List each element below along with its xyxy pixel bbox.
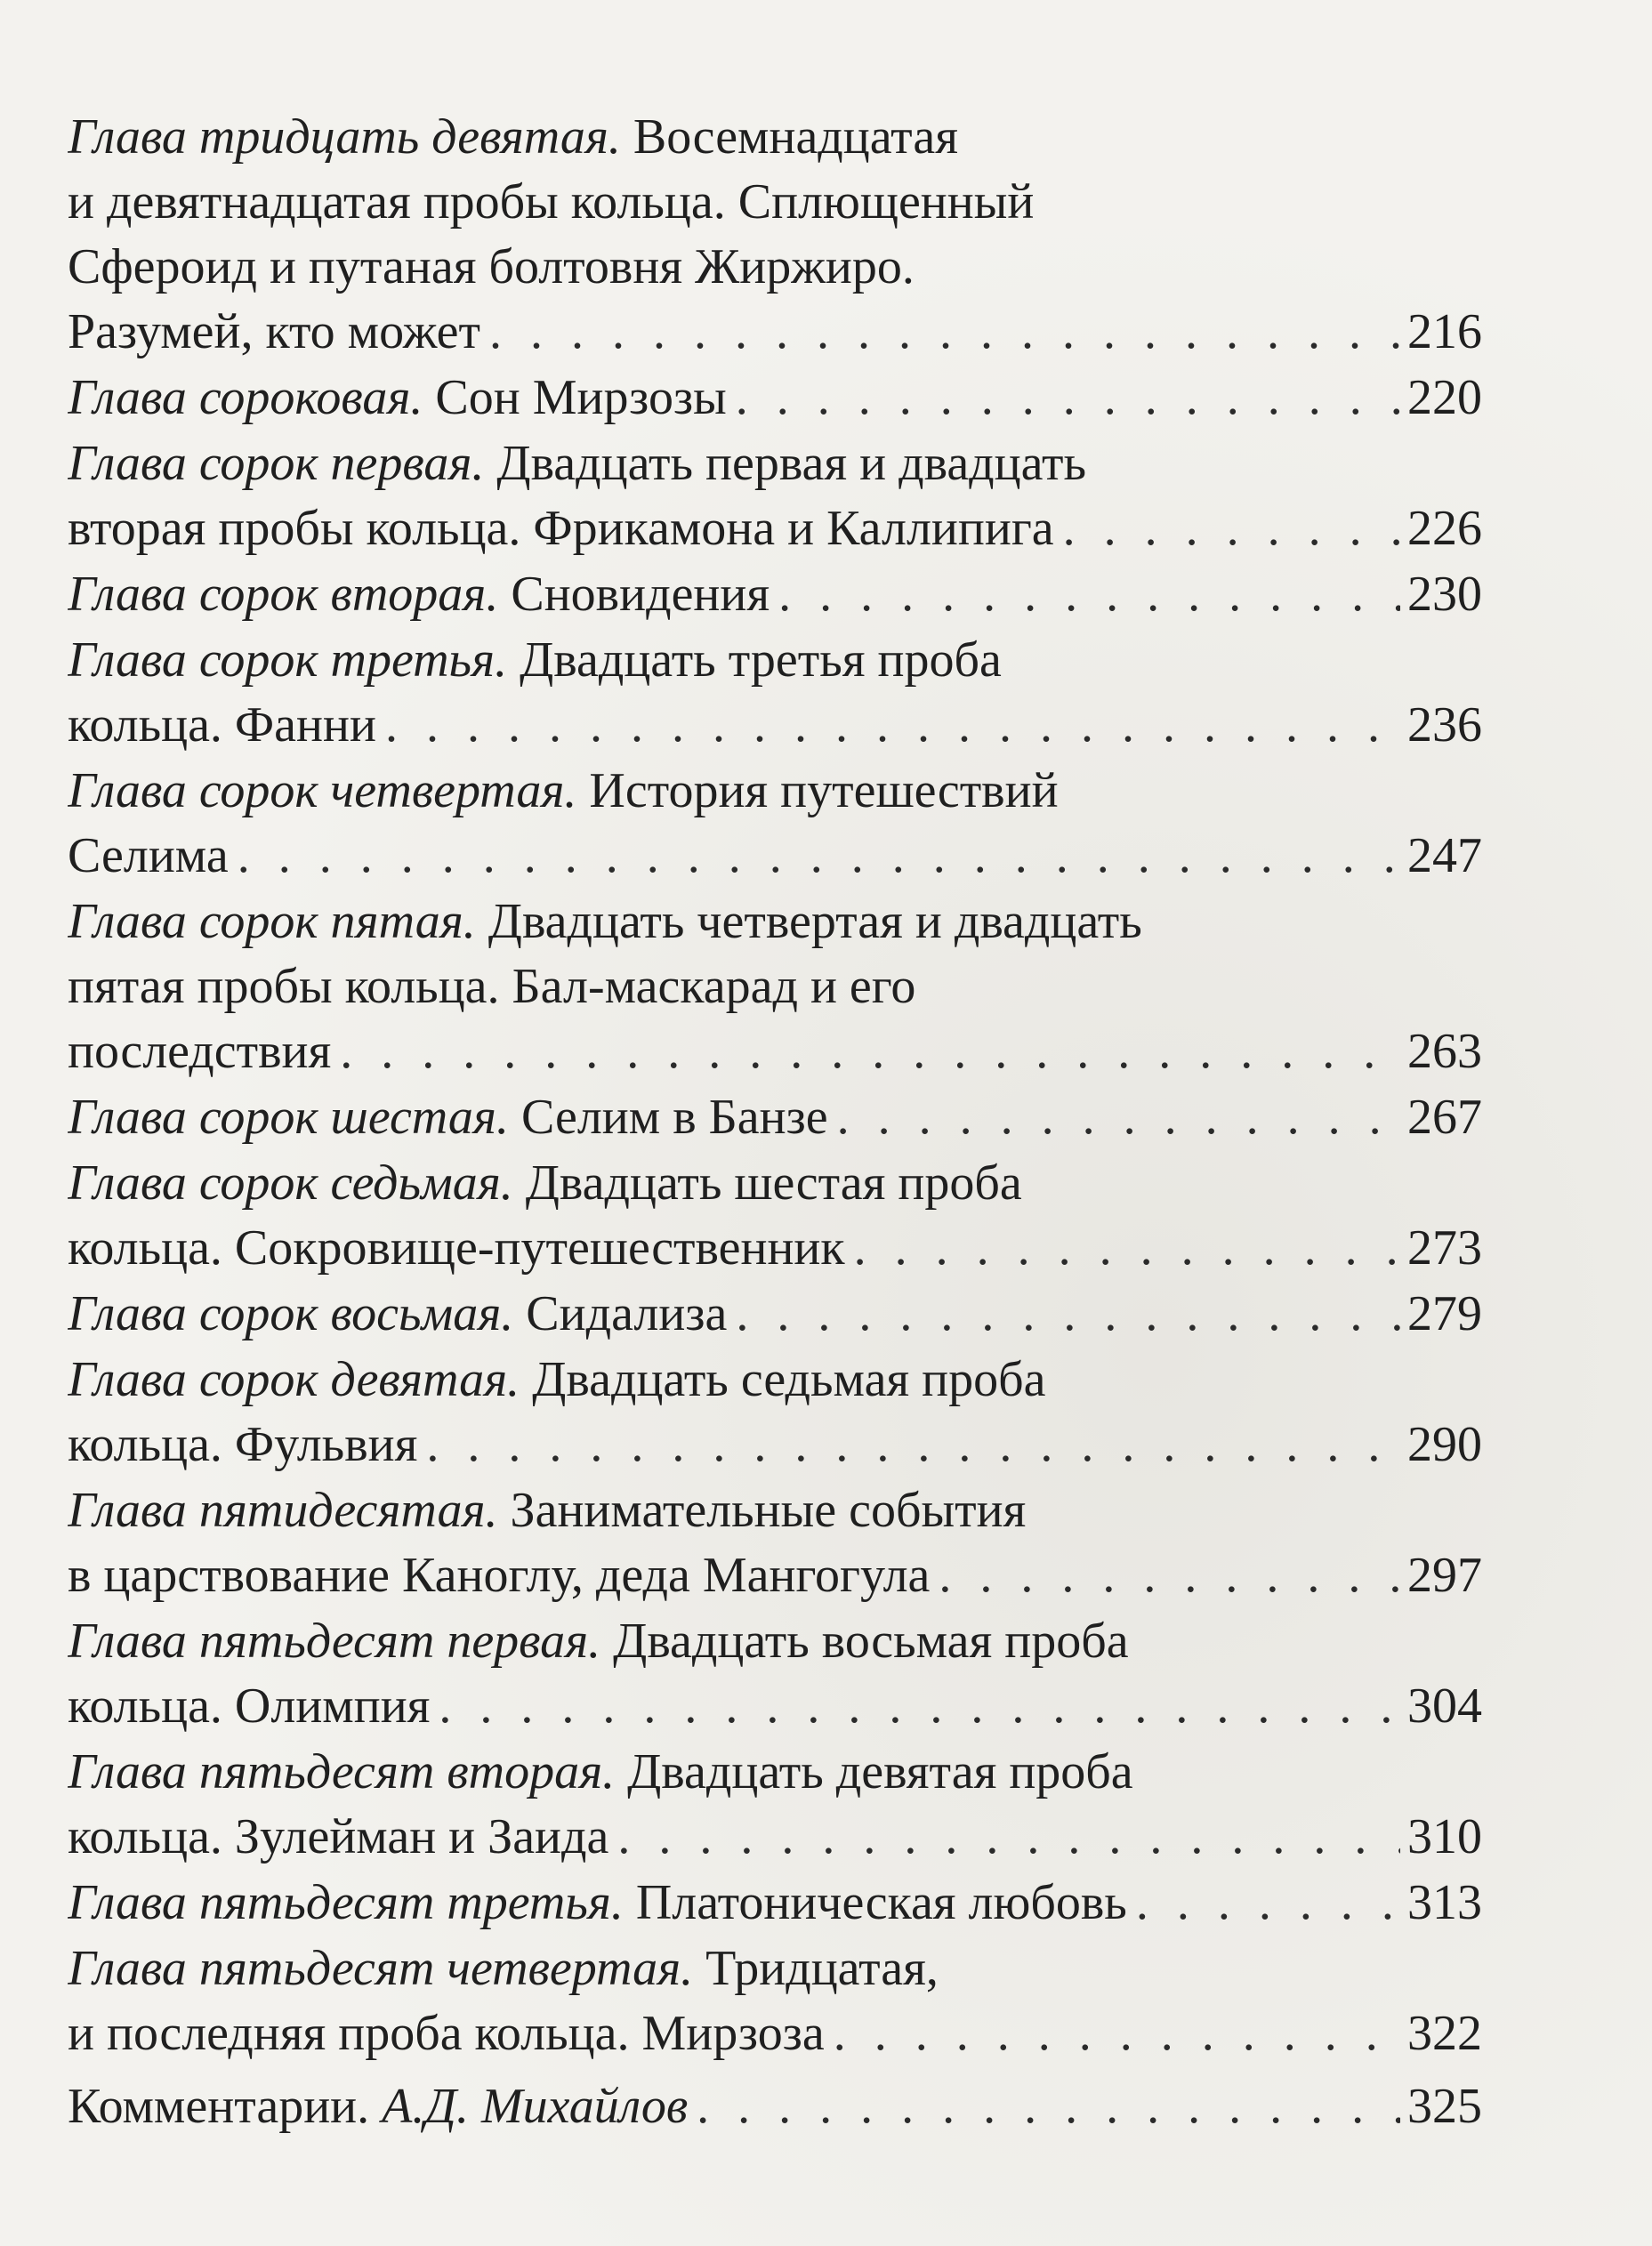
toc-entry-line	[68, 170, 1482, 235]
chapter-title-text: Двадцать третья проба	[520, 632, 1002, 688]
chapter-label: Глава пятьдесят четвертая.	[68, 1941, 694, 1996]
toc-entry-last-line	[68, 300, 1482, 365]
chapter-title-text: вторая пробы кольца. Фрикамона и Каллипига	[68, 501, 1054, 556]
toc-entry	[68, 1151, 1482, 1281]
chapter-label: Глава сорок шестая.	[68, 1090, 509, 1145]
dot-leader	[426, 1413, 1400, 1477]
page-number: 273	[1407, 1220, 1482, 1276]
toc-entry-last-line	[68, 1413, 1482, 1477]
toc-entry-last-line	[68, 1085, 1482, 1150]
page-number: 310	[1407, 1809, 1482, 1864]
chapter-title-text: Двадцать восьмая проба	[613, 1614, 1129, 1669]
chapter-title-text: Селима	[68, 828, 229, 883]
chapter-label: Глава пятьдесят третья.	[68, 1875, 624, 1930]
toc-entry	[68, 890, 1482, 1084]
page-number: 279	[1407, 1286, 1482, 1341]
chapter-title-text: кольца. Фанни	[68, 697, 376, 753]
toc-entry-last-line	[68, 1674, 1482, 1739]
toc-entry	[68, 1740, 1482, 1870]
commentary-author: А.Д. Михайлов	[382, 2079, 689, 2134]
toc-entry-last-line	[68, 1871, 1482, 1936]
page-number: 216	[1407, 304, 1482, 359]
table-of-contents	[68, 105, 1482, 2140]
toc-entry-last-line	[68, 1543, 1482, 1608]
toc-entry-last-line	[68, 496, 1482, 561]
dot-leader	[854, 1216, 1400, 1281]
chapter-title-text: Сфероид и путаная болтовня Жиржиро.	[68, 239, 915, 294]
chapter-title-text: Занимательные события	[510, 1483, 1027, 1538]
dot-leader	[837, 1085, 1400, 1150]
dot-leader	[439, 1674, 1400, 1739]
chapter-label: Глава сороковая.	[68, 370, 423, 425]
page-number: 247	[1407, 828, 1482, 883]
chapter-label: Глава сорок первая.	[68, 436, 485, 491]
toc-entry	[68, 1871, 1482, 1936]
toc-entry	[68, 105, 1482, 365]
chapter-label: Глава сорок пятая.	[68, 894, 476, 949]
toc-entry-line	[68, 759, 1482, 824]
toc-entry	[68, 1085, 1482, 1150]
chapter-label: Глава пятьдесят первая.	[68, 1614, 601, 1669]
toc-entry-line	[68, 1740, 1482, 1805]
chapter-title-text: последствия	[68, 1024, 332, 1079]
toc-entry-line	[68, 890, 1482, 954]
toc-entry	[68, 1609, 1482, 1739]
toc-entry-last-line	[68, 562, 1482, 627]
chapter-label: Глава пятидесятая.	[68, 1483, 498, 1538]
chapter-title-text: Сидализа	[526, 1286, 728, 1341]
chapter-label: Глава тридцать девятая.	[68, 109, 621, 165]
toc-entry-last-line	[68, 1805, 1482, 1870]
dot-leader	[939, 1543, 1400, 1608]
page-number: 226	[1407, 501, 1482, 556]
dot-leader	[778, 562, 1400, 627]
toc-entry-line	[68, 628, 1482, 693]
toc-entry-last-line	[68, 824, 1482, 889]
toc-entry-last-line	[68, 1282, 1482, 1347]
toc-entry	[68, 759, 1482, 889]
page-number: 220	[1407, 370, 1482, 425]
toc-entry-last-line	[68, 1216, 1482, 1281]
dot-leader	[834, 2001, 1400, 2066]
toc-entry-line	[68, 1936, 1482, 2001]
toc-entry	[68, 628, 1482, 758]
toc-entry	[68, 1478, 1482, 1608]
chapter-title-text: кольца. Олимпия	[68, 1678, 431, 1734]
dot-leader	[736, 1282, 1400, 1347]
chapter-label: Глава сорок девятая.	[68, 1352, 520, 1407]
chapter-label: Глава сорок вторая.	[68, 567, 499, 622]
toc-entry-line	[68, 954, 1482, 1019]
chapter-title-text: Двадцать четвертая и двадцать	[488, 894, 1142, 949]
chapter-title-text: Восемнадцатая	[633, 109, 958, 165]
dot-leader	[1063, 496, 1400, 561]
toc-entry	[68, 366, 1482, 431]
chapter-title-text: Двадцать девятая проба	[627, 1744, 1133, 1799]
page-number: 304	[1407, 1678, 1482, 1734]
chapter-title-text: и девятнадцатая пробы кольца. Сплющенный	[68, 174, 1035, 229]
chapter-label: Глава сорок восьмая.	[68, 1286, 514, 1341]
page-number: 325	[1407, 2079, 1482, 2134]
toc-entry-commentary	[68, 2074, 1482, 2139]
toc-entry-line	[68, 1348, 1482, 1413]
toc-entry-line	[68, 1609, 1482, 1674]
toc-entry-last-line	[68, 693, 1482, 758]
chapter-title-text: Двадцать шестая проба	[525, 1155, 1022, 1211]
chapter-title-text: Разумей, кто может	[68, 304, 480, 359]
page-number: 313	[1407, 1875, 1482, 1930]
page-number: 230	[1407, 567, 1482, 622]
commentary-label: Комментарии.	[68, 2079, 370, 2134]
toc-entry-line	[68, 1151, 1482, 1216]
page-number: 267	[1407, 1090, 1482, 1145]
toc-entry-line	[68, 431, 1482, 496]
chapter-title-text: в царствование Каноглу, деда Мангогула	[68, 1548, 931, 1603]
chapter-label: Глава сорок четвертая.	[68, 763, 577, 818]
toc-entry-last-line	[68, 1019, 1482, 1084]
dot-leader	[1136, 1871, 1400, 1936]
chapter-title-text: кольца. Зулейман и Заида	[68, 1809, 609, 1864]
chapter-title-text: и последняя проба кольца. Мирзоза	[68, 2006, 825, 2061]
chapter-title-text: Селим в Банзе	[520, 1090, 828, 1145]
page-number: 236	[1407, 697, 1482, 753]
toc-entry	[68, 1936, 1482, 2066]
chapter-title-text: Тридцатая,	[705, 1941, 939, 1996]
page-number: 297	[1407, 1548, 1482, 1603]
chapter-title-text: Двадцать первая и двадцать	[496, 436, 1087, 491]
chapter-title-text: Сновидения	[511, 567, 770, 622]
page-number: 322	[1407, 2006, 1482, 2061]
chapter-label: Глава пятьдесят вторая.	[68, 1744, 616, 1799]
toc-entry-line	[68, 1478, 1482, 1543]
dot-leader	[736, 366, 1400, 431]
toc-entry-line	[68, 235, 1482, 300]
toc-entry	[68, 431, 1482, 561]
chapter-title-text: История путешествий	[589, 763, 1059, 818]
toc-entry	[68, 562, 1482, 627]
toc-entry-last-line	[68, 366, 1482, 431]
page-number: 290	[1407, 1417, 1482, 1472]
dot-leader	[697, 2074, 1400, 2139]
chapter-title-text: кольца. Сокровище-путешественник	[68, 1220, 845, 1276]
dot-leader	[385, 693, 1400, 758]
toc-entry	[68, 1348, 1482, 1477]
chapter-label: Глава сорок третья.	[68, 632, 508, 688]
dot-leader	[489, 300, 1400, 365]
commentary-line	[68, 2074, 1482, 2139]
chapter-title-text: Платоническая любовь	[635, 1875, 1127, 1930]
toc-entry-last-line	[68, 2001, 1482, 2066]
chapter-title-text: пятая пробы кольца. Бал-маскарад и его	[68, 959, 916, 1014]
dot-leader	[617, 1805, 1400, 1870]
chapter-title-text: Двадцать седьмая проба	[532, 1352, 1046, 1407]
chapter-title-text: Сон Мирзозы	[435, 370, 727, 425]
toc-entry-line	[68, 105, 1482, 170]
page-number: 263	[1407, 1024, 1482, 1079]
chapter-label: Глава сорок седьмая.	[68, 1155, 513, 1211]
toc-entry	[68, 1282, 1482, 1347]
dot-leader	[340, 1019, 1400, 1084]
dot-leader	[238, 824, 1400, 889]
chapter-title-text: кольца. Фульвия	[68, 1417, 418, 1472]
